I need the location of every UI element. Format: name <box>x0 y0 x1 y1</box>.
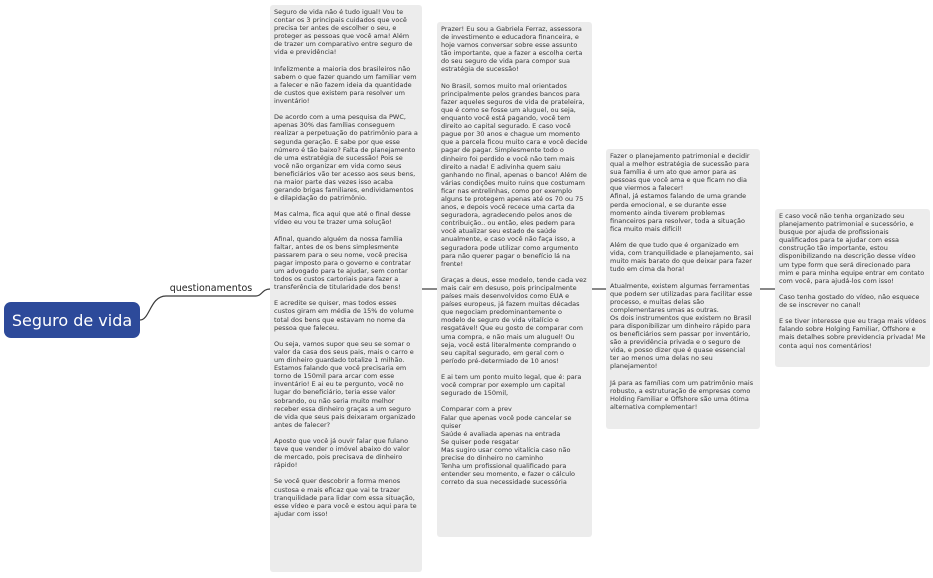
note-paragraph: No Brasil, somos muito mal orientados principalmente pelos grandes bancos para fazer aqueles seguros de vida de prateleira, que é como se fosse um aluguel, ou seja, enquanto você está pagando, você tem direito ao capital segurado. E caso você pague por 30 anos e chague um momento que a parcela ficou muito cara e você decide pagar de pagar. Simplesmente todo o dinheiro foi perdido e você não tem mais direito a nada! E adivinha quem saiu ganhando no final, apenas o banco! Além de várias condições muito ruins que costumam ficar nas entrelinhas, como por exemplo alguns te protegem apenas até os 70 ou 75 anos, e depois você recece uma carta da seguradora, agradecendo pelos anos de contribuição.. ou então, eles pedem para você atualizar seu estado de saúde anualmente, e caso você não faça isso, a seguradora pode utilizar como argumento para não querer pagar o benefício lá na frente! <box>441 81 588 268</box>
note-paragraph: E se tiver interesse que eu traga mais vídeos falando sobre Holging Familiar, Offshore e mais detalhes sobre previdencia privada! Me conta aqui nos comentários! <box>779 317 926 350</box>
connector-branch-note1 <box>256 289 270 296</box>
note-paragraph: Infelizmente a maioria dos brasileiros não sabem o que fazer quando um familiar vem a falecer e não fazem ideia da quantidade de custos que existem para resolver um inventário! <box>274 64 417 106</box>
note-paragraph: Prazer! Eu sou a Gabriela Ferraz, assessora de investimento e educadora financeira, e hoje vamos conversar sobre esse assunto tão importante, que a fazer a escolha certa do seu seguro de vida para compor sua estratégia de sucessão! <box>441 25 583 74</box>
note-node-1[interactable] <box>270 5 422 572</box>
connector-root-branch <box>140 296 166 320</box>
note-node-2[interactable] <box>437 22 592 537</box>
note-node-4[interactable] <box>775 209 930 367</box>
note-paragraph: Atualmente, existem algumas ferramentas que podem ser utilizadas para facilitar esse processo, e muitas delas são complementares umas as outras. Os dois instrumentos que existem no Brasil para disponibilizar um dinheiro rápido para os beneficiários sem passar por inventário, são a previdência privada e o seguro de vida, e posso dizer que é quase essencial ter ao menos uma delas no seu planejamento! <box>610 281 753 371</box>
root-node-label: Seguro de vida <box>11 310 133 330</box>
note-paragraph: Caso tenha gostado do vídeo, não esquece de se inscrever no canal! <box>779 292 920 310</box>
note-paragraph: E caso você não tenha organizado seu planejamento patrimonial e sucessório, e busque por ajuda de profissionais qualificados para te ajudar com essa construção tão importante, estou disponibilizando na descrição desse vídeo um type form que será direcionado para mim e para minha equipe entrar em contato com você, para ajudá-los com isso! <box>779 212 925 285</box>
note-paragraph: Se você quer descobrir a forma menos custosa e mais eficaz que vai te trazer tranquilidade para lidar com essa situação, esse vídeo e para você e estou aqui para te ajudar com isso! <box>274 477 417 518</box>
note-paragraph: De acordo com a uma pesquisa da PWC, apenas 30% das famílias conseguem realizar a perpetuação do patrimônio para a segunda geração. E sabe por que esse número é tão baixo? Falta de planejamento de uma estratégia de sucessão! Pois se você não organizar em vida como seus beneficiários vão ter acesso aos seus bens, na maior parte das vezes isso acaba gerando brigas familiares, endividamentos e dilapidação do patrimônio. <box>274 113 418 203</box>
note-node-3[interactable] <box>606 149 760 429</box>
root-node[interactable] <box>4 302 140 338</box>
note-paragraph: Seguro de vida não é tudo igual! Vou te contar os 3 principais cuidados que você precisa ter antes de escolher o seu, e proteger as pessoas que você ama! Além de trazer um comparativo entre seguro de vida e previdência! <box>274 8 413 57</box>
note-paragraph: Afinal, quando alguém da nossa família faltar, antes de os bens simplesmente passarem para o seu nome, você precisa pagar imposto para o governo e contratar um advogado para te ajudar, sem contar todos os custos cartoriais para fazer a transferência de titularidade dos bens! <box>274 234 411 292</box>
note-paragraph: Fazer o planejamento patrimonial e decidir qual a melhor estratégia de sucessão para sua família é um ato que amor para as pessoas que você ama e que ficam no dia que viermos a falecer! Afinal, já estamos falando de uma grande perda emocional, e se durante esse momento ainda tiverem problemas financeiros para resolver, toda a situação fica muito mais difícil! <box>610 152 750 233</box>
branch-node-questionamentos[interactable] <box>166 281 256 296</box>
note-paragraph: E ai tem um ponto muito legal, que é: para você comprar por exemplo um capital segurado de 150mil, <box>441 373 582 398</box>
note-paragraph: Comparar com a prev Falar que apenas você pode cancelar se quiser Saúde é avaliada apenas na entrada Se quiser pode resgatar Mas sugiro usar como vitalícia caso não precise do dinheiro no caminho Tenha um profissional qualificado para entender seu momento, e fazer o cálculo correto da sua necessidade sucessória <box>441 405 576 487</box>
note-paragraph: E acredite se quiser, mas todos esses custos giram em média de 15% do volume total dos bens que estavam no nome da pessoa que faleceu. <box>274 299 414 332</box>
note-paragraph: Além de que tudo que é organizado em vida, com tranquilidade e planejamento, sai muito mais barato do que deixar para fazer tudo em cima da hora! <box>610 241 754 274</box>
note-paragraph: Aposto que você já ouvir falar que fulano teve que vender o imóvel abaixo do valor de mercado, pois precisava de dinheiro rápido! <box>274 436 410 470</box>
branch-node-label: questionamentos <box>169 283 253 294</box>
note-paragraph: Graças a deus, esse modelo, tende cada vez mais cair em desuso, pois principalmente países mais desenvolvidos como EUA e países europeus, já fazem muitas décadas que negociam predominantemente o modelo de seguro de vida vitalício e resgatável! Que eu gosto de comparar com uma compra, e não mais um aluguel! Ou seja, você está literalmente comprando o seu capital segurado, em geral com o período pré-determiado de 10 anos! <box>441 275 587 365</box>
note-paragraph: Mas calma, fica aqui que até o final desse vídeo eu vou te trazer uma solução! <box>274 210 411 227</box>
note-paragraph: Já para as famílias com um patrimônio mais robusto, a estruturação de empresas como Holding Familiar e Offshore são uma ótima alternativa complementar! <box>610 378 754 411</box>
note-paragraph: Ou seja, vamos supor que seu se somar o valor da casa dos seus pais, mais o carro e um dinheiro guardado totalize 1 milhão. Estamos falando que você precisaria em torno de 150mil para arcar com esse inventário! E ai eu te pergunto, você no lugar do beneficiário, teria esse valor sobrando, ou não seria muito melhor receber essa dinheiro graças a um seguro de vida que seus pais deixaram organizado antes de falecer? <box>274 339 416 429</box>
